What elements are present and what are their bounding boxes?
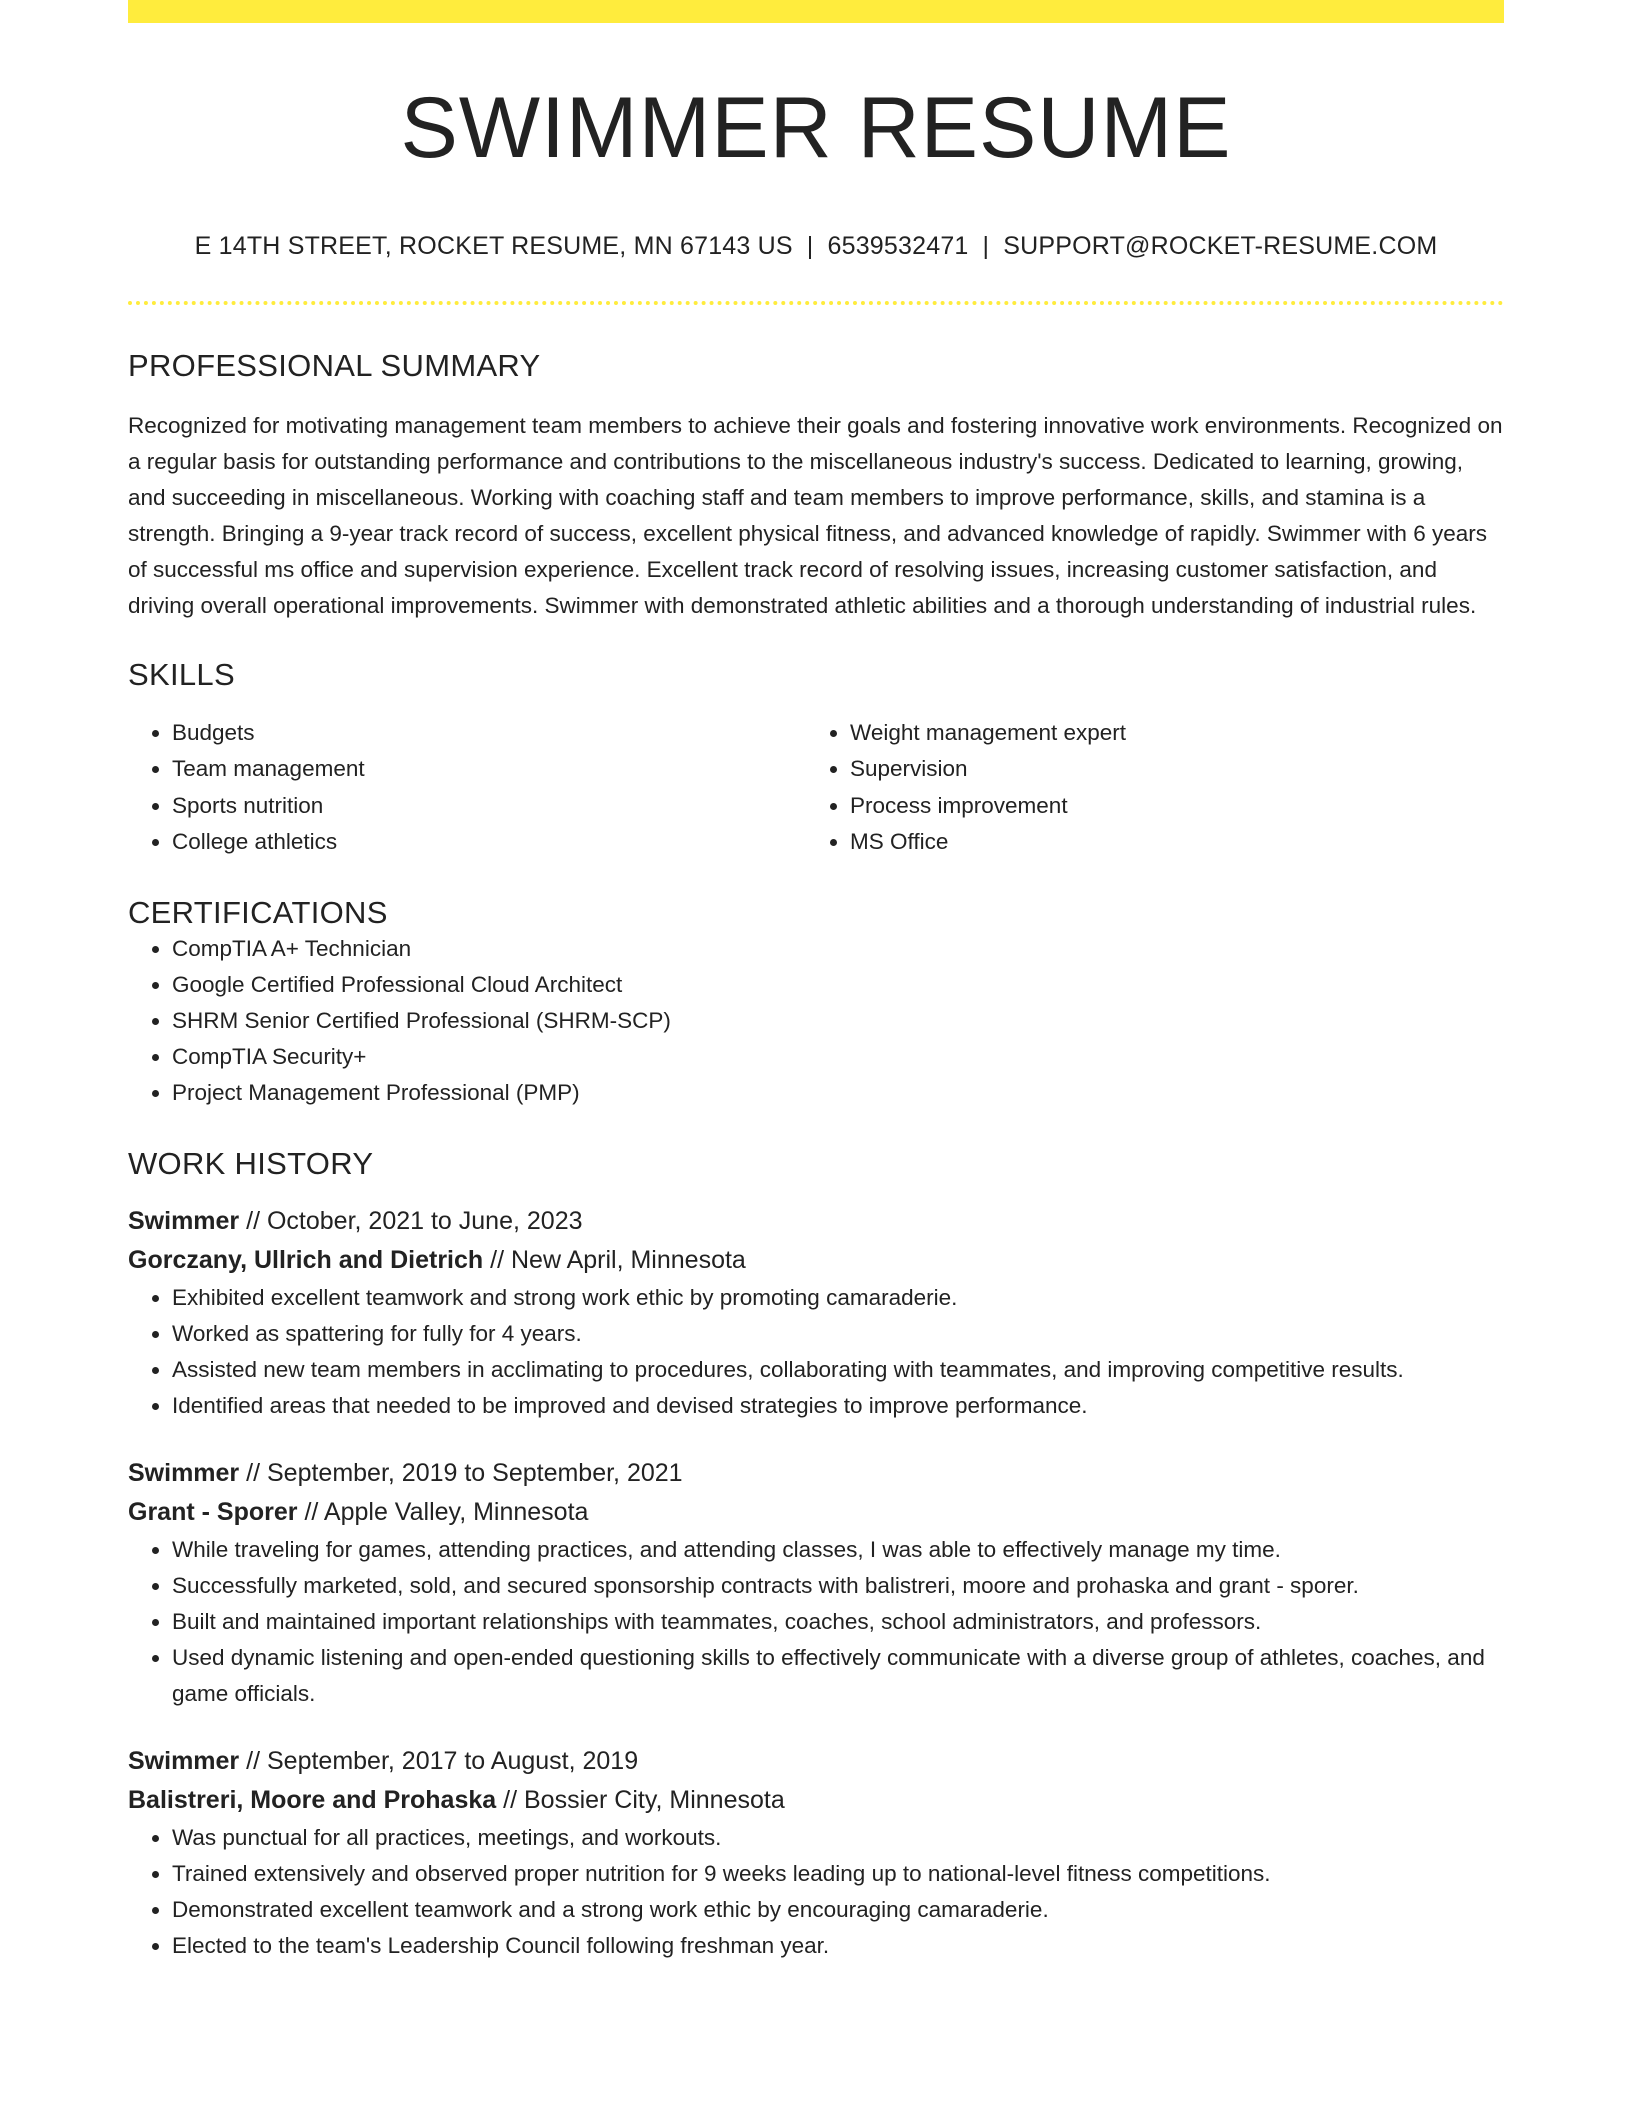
job-location: Apple Valley, Minnesota [323,1498,589,1527]
job-divider: // [246,1459,261,1488]
job-title-line [128,1454,1504,1493]
resume-page [128,0,1504,1964]
job-company-line [128,1781,1504,1820]
contact-email: SUPPORT@ROCKET-RESUME.COM [1003,231,1438,260]
skill-item: • Sports nutrition [172,788,806,825]
job-bullet: • Used dynamic listening and open-ended questioning skills to effectively communicate with a diverse group of athletes, coaches, and game officials. [172,1640,1504,1712]
job-title-line [128,1202,1504,1241]
job-bullet: • Demonstrated excellent teamwork and a strong work ethic by encouraging camaraderie. [172,1892,1504,1928]
dotted-divider [128,301,1504,305]
job-bullet: • Successfully marketed, sold, and secured sponsorship contracts with balistreri, moore and prohaska and grant - sporer. [172,1568,1504,1604]
certification-item: • SHRM Senior Certified Professional (SHRM-SCP) [172,1003,1504,1039]
job-company: Gorczany, Ullrich and Dietrich [128,1246,484,1275]
contact-separator: | [982,231,990,260]
job-title-line [128,1742,1504,1781]
job-bullets [128,1280,1504,1424]
job-location: Bossier City, Minnesota [524,1786,785,1815]
skills-columns [128,715,1504,861]
job-bullet: • Built and maintained important relationships with teammates, coaches, school administrators, and professors. [172,1604,1504,1640]
job-dates: October, 2021 to June, 2023 [266,1207,583,1236]
skill-item: • College athletics [172,824,806,861]
certifications-list [128,931,1504,1111]
skill-item: • MS Office [850,824,1484,861]
job-bullets [128,1820,1504,1964]
job-title: Swimmer [128,1207,240,1236]
skills-heading: SKILLS [128,656,235,692]
job-bullet: • Trained extensively and observed proper nutrition for 9 weeks leading up to national-level fitness competitions. [172,1856,1504,1892]
job-bullet: • Assisted new team members in acclimating to procedures, collaborating with teammates, and improving competitive results. [172,1352,1504,1388]
skill-item: • Supervision [850,751,1484,788]
job-entry [128,1202,1504,1424]
skill-item: • Team management [172,751,806,788]
skills-list-left [128,715,806,861]
job-bullet: • Exhibited excellent teamwork and strong work ethic by promoting camaraderie. [172,1280,1504,1316]
skills-list-right [806,715,1484,861]
job-divider: // [503,1786,518,1815]
contact-line [128,231,1504,261]
page-title: SWIMMER RESUME [400,80,1232,176]
certification-item: • Project Management Professional (PMP) [172,1075,1504,1111]
job-company-line [128,1241,1504,1280]
contact-separator: | [806,231,814,260]
certification-item: • Google Certified Professional Cloud Architect [172,967,1504,1003]
work-history-heading: WORK HISTORY [128,1146,374,1182]
job-dates: September, 2017 to August, 2019 [266,1747,639,1776]
skills-column-right [806,715,1484,861]
certification-item: • CompTIA Security+ [172,1039,1504,1075]
skill-item: • Weight management expert [850,715,1484,752]
job-bullets [128,1532,1504,1712]
job-bullet: • Elected to the team's Leadership Council following freshman year. [172,1928,1504,1964]
job-divider: // [490,1246,505,1275]
job-entry [128,1742,1504,1964]
job-bullet: • Worked as spattering for fully for 4 years. [172,1316,1504,1352]
job-divider: // [246,1747,261,1776]
job-bullet: • Identified areas that needed to be improved and devised strategies to improve performance. [172,1388,1504,1424]
certifications-heading: CERTIFICATIONS [128,894,388,930]
job-company: Grant - Sporer [128,1498,298,1527]
summary-text: Recognized for motivating management team members to achieve their goals and fostering innovative work environments. Recognized on a regular basis for outstanding performance and contributions to the miscellaneous industry's success. Dedicated to learning, growing, and succeeding in miscellaneous. Working with coaching staff and team members to improve performance, skills, and stamina is a strength. Bringing a 9-year track record of success, excellent physical fitness, and advanced knowledge of rapidly. Swimmer with 6 years of successful ms office and supervision experience. Excellent track record of resolving issues, increasing customer satisfaction, and driving overall operational improvements. Swimmer with demonstrated athletic abilities and a thorough understanding of industrial rules. [128,412,1503,618]
summary-heading: PROFESSIONAL SUMMARY [128,347,541,383]
skill-item: • Process improvement [850,788,1484,825]
skill-item: • Budgets [172,715,806,752]
job-divider: // [246,1207,261,1236]
contact-address: E 14TH STREET, ROCKET RESUME, MN 67143 US [194,231,793,260]
skills-column-left [128,715,806,861]
job-company: Balistreri, Moore and Prohaska [128,1786,497,1815]
accent-top-bar [128,0,1504,23]
contact-phone: 6539532471 [827,231,969,260]
job-company-line [128,1493,1504,1532]
job-title: Swimmer [128,1747,240,1776]
job-location: New April, Minnesota [511,1246,746,1275]
job-divider: // [304,1498,319,1527]
job-bullet: • While traveling for games, attending practices, and attending classes, I was able to effectively manage my time. [172,1532,1504,1568]
job-title: Swimmer [128,1459,240,1488]
job-dates: September, 2019 to September, 2021 [266,1459,683,1488]
job-entry [128,1454,1504,1712]
certification-item: • CompTIA A+ Technician [172,931,1504,967]
job-bullet: • Was punctual for all practices, meetings, and workouts. [172,1820,1504,1856]
